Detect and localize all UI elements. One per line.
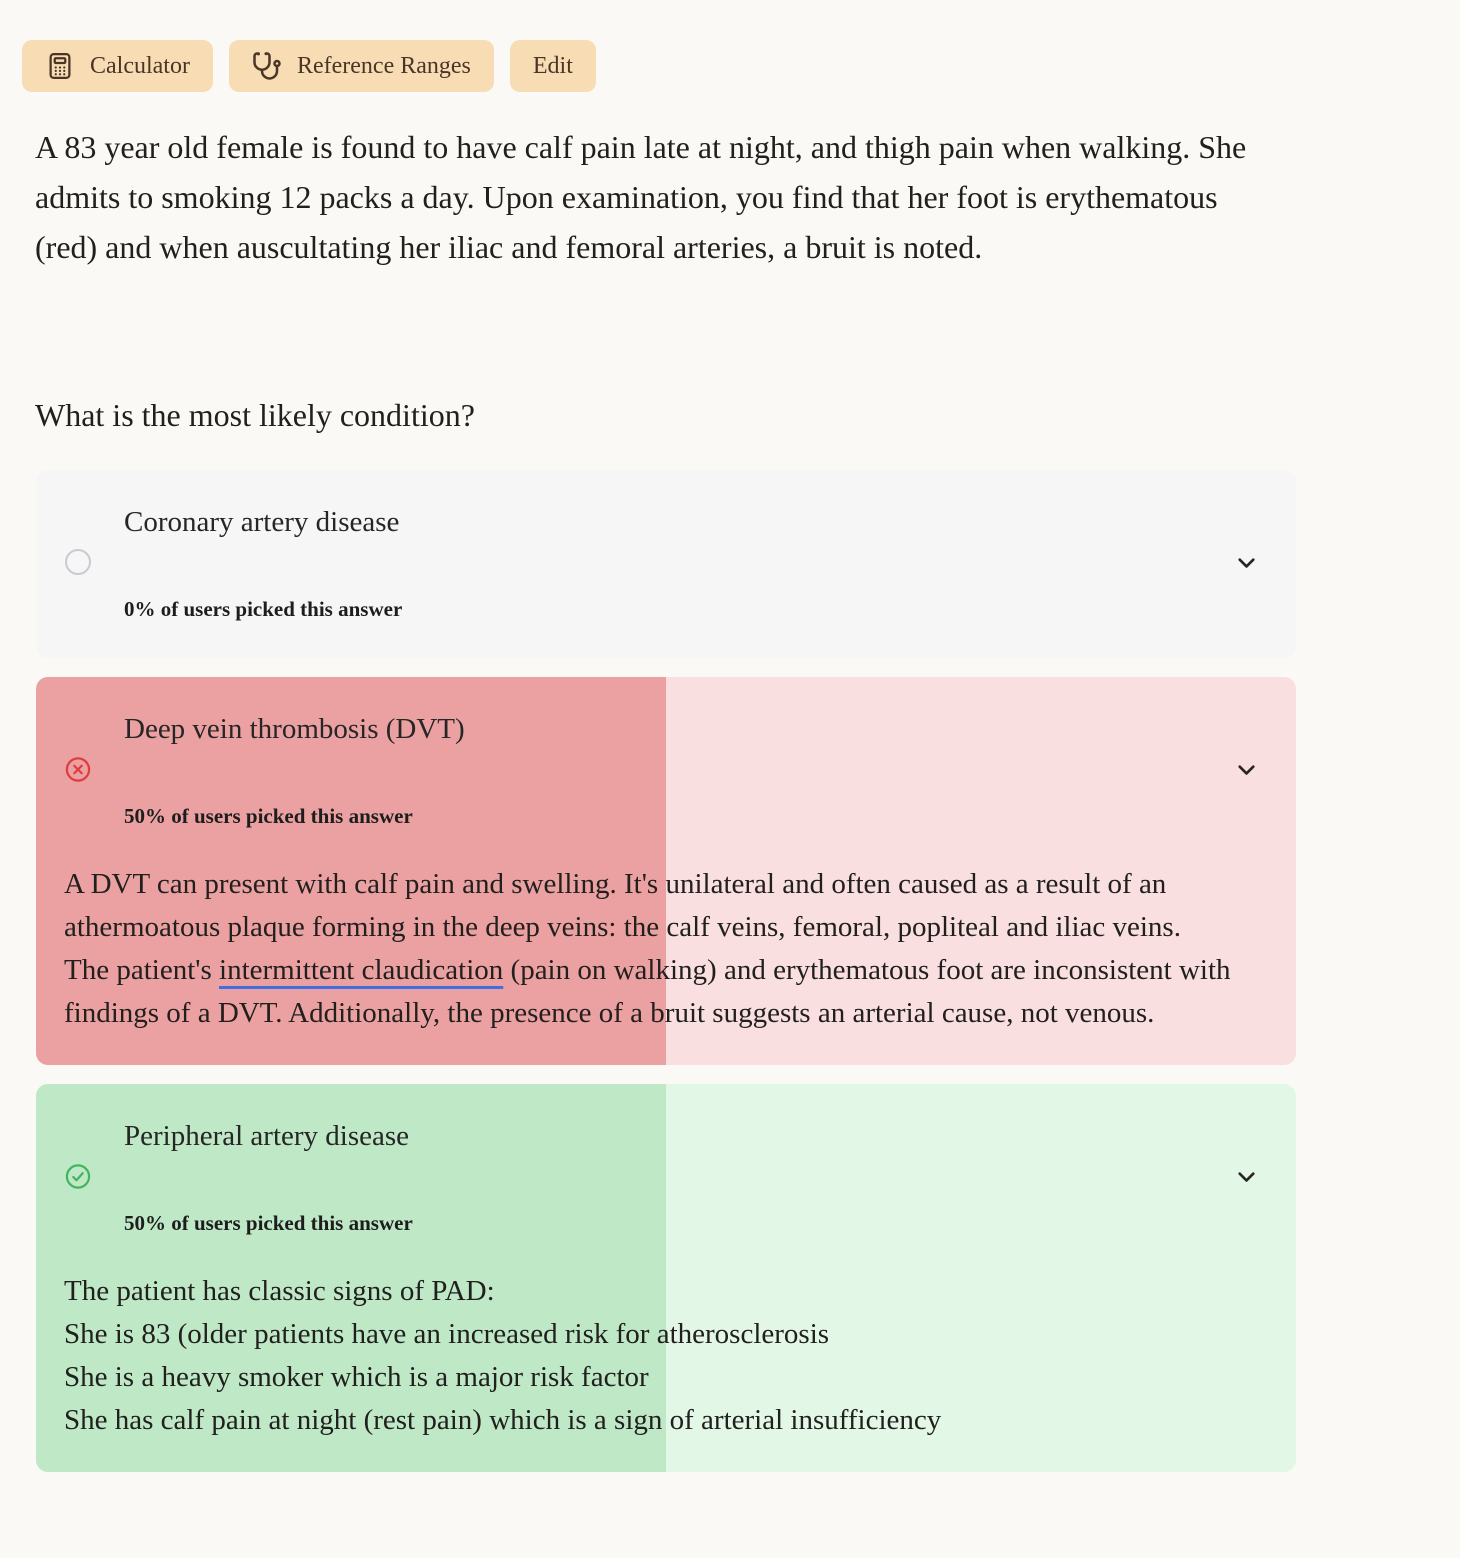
answer-card-coronary-artery-disease[interactable] bbox=[36, 470, 1296, 658]
question-prompt: What is the most likely condition? bbox=[35, 397, 475, 433]
answer-label: Peripheral artery disease bbox=[124, 1120, 410, 1152]
intermittent-claudication-link[interactable]: intermittent claudication bbox=[219, 954, 504, 986]
calculator-button[interactable] bbox=[22, 40, 213, 92]
edit-button-label: Edit bbox=[532, 52, 573, 79]
chevron-down-icon[interactable] bbox=[1233, 1163, 1260, 1190]
question-stem: A 83 year old female is found to have calf pain late at night, and thigh pain when walking. She admits to smoking 12 packs a day. Upon examination, you find that her foot is erythematous (red) and when auscultating her iliac and femoral arteries, a bruit is noted. bbox=[35, 129, 1247, 265]
explanation-text: A DVT can present with calf pain and swelling. It's unilateral and often caused as a result of an athermoatous plaque forming in the deep veins: the calf veins, femoral, popliteal and iliac veins. bbox=[64, 868, 1181, 943]
answer-explanation bbox=[64, 863, 1239, 1035]
correct-check-circle-icon bbox=[64, 1162, 92, 1190]
vote-share-text: 0% of users picked this answer bbox=[124, 597, 403, 621]
calculator-button-label: Calculator bbox=[90, 52, 190, 79]
stethoscope-icon bbox=[252, 51, 282, 81]
chevron-down-icon[interactable] bbox=[1233, 756, 1260, 783]
answer-card-deep-vein-thrombosis[interactable] bbox=[36, 677, 1296, 1065]
answers-list bbox=[36, 470, 1296, 1472]
answer-explanation bbox=[64, 1270, 1239, 1442]
explanation-text: She has calf pain at night (rest pain) which is a sign of arterial insufficiency bbox=[64, 1404, 942, 1436]
reference-ranges-button[interactable] bbox=[229, 40, 494, 92]
chevron-down-icon[interactable] bbox=[1233, 549, 1260, 576]
vote-share-text: 50% of users picked this answer bbox=[124, 1211, 413, 1235]
toolbar bbox=[22, 40, 1460, 92]
vote-share-text: 50% of users picked this answer bbox=[124, 804, 413, 828]
answer-label: Coronary artery disease bbox=[124, 506, 400, 538]
radio-unselected-icon[interactable] bbox=[64, 548, 92, 576]
explanation-text: The patient's bbox=[64, 954, 220, 986]
answer-label: Deep vein thrombosis (DVT) bbox=[124, 713, 465, 745]
answer-header bbox=[64, 1114, 1268, 1238]
calculator-icon bbox=[45, 51, 75, 81]
reference-ranges-button-label: Reference Ranges bbox=[296, 52, 471, 79]
edit-button[interactable] bbox=[510, 40, 596, 92]
incorrect-x-circle-icon bbox=[64, 755, 92, 783]
answer-card-peripheral-artery-disease[interactable] bbox=[36, 1084, 1296, 1472]
answer-header bbox=[64, 500, 1268, 624]
answer-header bbox=[64, 707, 1268, 831]
explanation-text: She is a heavy smoker which is a major risk factor bbox=[64, 1361, 649, 1393]
explanation-text: The patient has classic signs of PAD: bbox=[64, 1275, 495, 1307]
explanation-text: She is 83 (older patients have an increased risk for atherosclerosis bbox=[64, 1318, 830, 1350]
explanation-text: (pain on walking) and erythematous foot are inconsistent with findings of a DVT. Additionally, the presence of a bruit suggests an arterial cause, not venous. bbox=[64, 954, 1231, 1029]
